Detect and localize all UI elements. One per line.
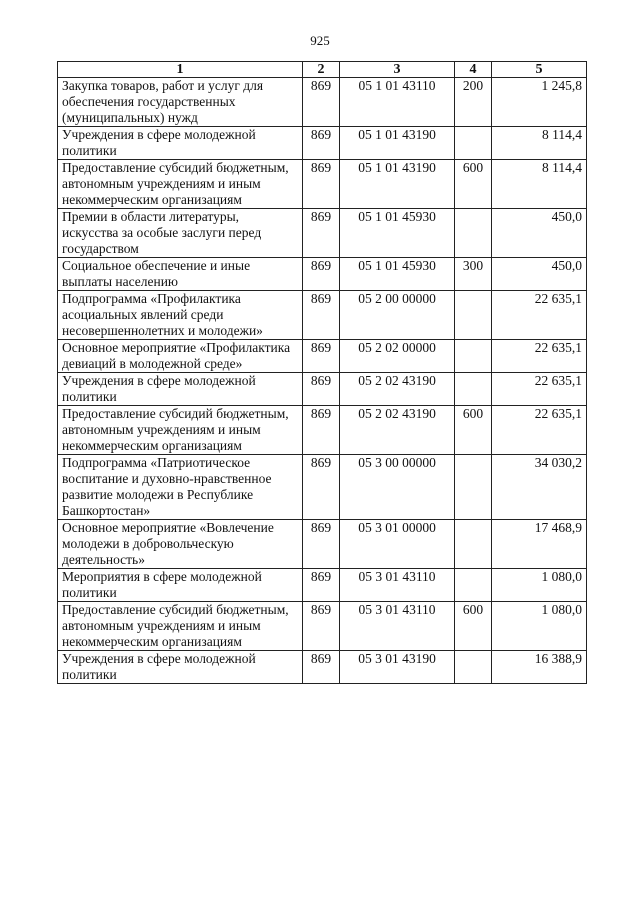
row-amount: 34 030,2 [492,455,587,520]
row-name: Подпрограмма «Профилактика асоциальных явлений среди несовершеннолетних и молодежи» [58,291,303,340]
row-department-code: 869 [303,160,340,209]
column-header-expense-type: 4 [455,62,492,78]
table-row [58,520,587,569]
row-name: Предоставление субсидий бюджетным, автономным учреждениям и иным некоммерческим организациям [58,602,303,651]
table-row [58,291,587,340]
row-expense-type-code: 200 [455,78,492,127]
row-target-item-code: 05 1 01 43110 [340,78,455,127]
table-row [58,651,587,684]
table-row [58,406,587,455]
row-department-code: 869 [303,520,340,569]
row-expense-type-code: 600 [455,602,492,651]
row-expense-type-code [455,520,492,569]
row-target-item-code: 05 2 02 43190 [340,373,455,406]
row-department-code: 869 [303,127,340,160]
row-amount: 22 635,1 [492,291,587,340]
table-header-row [58,62,587,78]
row-expense-type-code [455,373,492,406]
row-department-code: 869 [303,209,340,258]
table-row [58,160,587,209]
row-target-item-code: 05 3 01 43110 [340,602,455,651]
row-department-code: 869 [303,78,340,127]
row-target-item-code: 05 3 00 00000 [340,455,455,520]
row-amount: 1 080,0 [492,602,587,651]
row-expense-type-code: 600 [455,160,492,209]
row-expense-type-code [455,569,492,602]
row-amount: 17 468,9 [492,520,587,569]
row-department-code: 869 [303,602,340,651]
row-target-item-code: 05 1 01 45930 [340,258,455,291]
row-target-item-code: 05 1 01 45930 [340,209,455,258]
row-department-code: 869 [303,455,340,520]
row-amount: 450,0 [492,209,587,258]
row-expense-type-code [455,651,492,684]
table-row [58,78,587,127]
row-amount: 22 635,1 [492,373,587,406]
row-expense-type-code: 300 [455,258,492,291]
row-expense-type-code [455,291,492,340]
column-header-amount: 5 [492,62,587,78]
table-row [58,340,587,373]
row-target-item-code: 05 3 01 00000 [340,520,455,569]
row-name: Учреждения в сфере молодежной политики [58,127,303,160]
row-department-code: 869 [303,651,340,684]
row-name: Учреждения в сфере молодежной политики [58,373,303,406]
row-amount: 22 635,1 [492,340,587,373]
row-department-code: 869 [303,291,340,340]
row-name: Предоставление субсидий бюджетным, автономным учреждениям и иным некоммерческим организациям [58,160,303,209]
table-row [58,258,587,291]
row-expense-type-code [455,455,492,520]
budget-table [57,61,587,684]
row-expense-type-code [455,340,492,373]
row-expense-type-code [455,127,492,160]
table-row [58,455,587,520]
row-expense-type-code: 600 [455,406,492,455]
page-number: 925 [310,33,330,48]
row-amount: 1 080,0 [492,569,587,602]
column-header-name: 1 [58,62,303,78]
row-target-item-code: 05 1 01 43190 [340,160,455,209]
row-department-code: 869 [303,406,340,455]
row-department-code: 869 [303,258,340,291]
column-header-department: 2 [303,62,340,78]
table-row [58,602,587,651]
row-name: Учреждения в сфере молодежной политики [58,651,303,684]
row-department-code: 869 [303,569,340,602]
row-name: Подпрограмма «Патриотическое воспитание и духовно-нравственное развитие молодежи в Республике Башкортостан» [58,455,303,520]
table-row [58,127,587,160]
row-name: Закупка товаров, работ и услуг для обеспечения государственных (муниципальных) нужд [58,78,303,127]
row-name: Предоставление субсидий бюджетным, автономным учреждениям и иным некоммерческим организациям [58,406,303,455]
row-name: Социальное обеспечение и иные выплаты населению [58,258,303,291]
row-target-item-code: 05 2 02 00000 [340,340,455,373]
row-name: Основное мероприятие «Профилактика девиаций в молодежной среде» [58,340,303,373]
row-department-code: 869 [303,340,340,373]
row-name: Мероприятия в сфере молодежной политики [58,569,303,602]
row-amount: 16 388,9 [492,651,587,684]
row-target-item-code: 05 3 01 43190 [340,651,455,684]
row-target-item-code: 05 1 01 43190 [340,127,455,160]
row-amount: 8 114,4 [492,127,587,160]
table-row [58,209,587,258]
row-expense-type-code [455,209,492,258]
row-amount: 22 635,1 [492,406,587,455]
row-amount: 450,0 [492,258,587,291]
table-row [58,569,587,602]
row-target-item-code: 05 2 02 43190 [340,406,455,455]
row-department-code: 869 [303,373,340,406]
column-header-target-item: 3 [340,62,455,78]
table-row [58,373,587,406]
row-name: Основное мероприятие «Вовлечение молодежи в добровольческую деятельность» [58,520,303,569]
row-amount: 1 245,8 [492,78,587,127]
row-target-item-code: 05 2 00 00000 [340,291,455,340]
row-target-item-code: 05 3 01 43110 [340,569,455,602]
row-amount: 8 114,4 [492,160,587,209]
row-name: Премии в области литературы, искусства за особые заслуги перед государством [58,209,303,258]
